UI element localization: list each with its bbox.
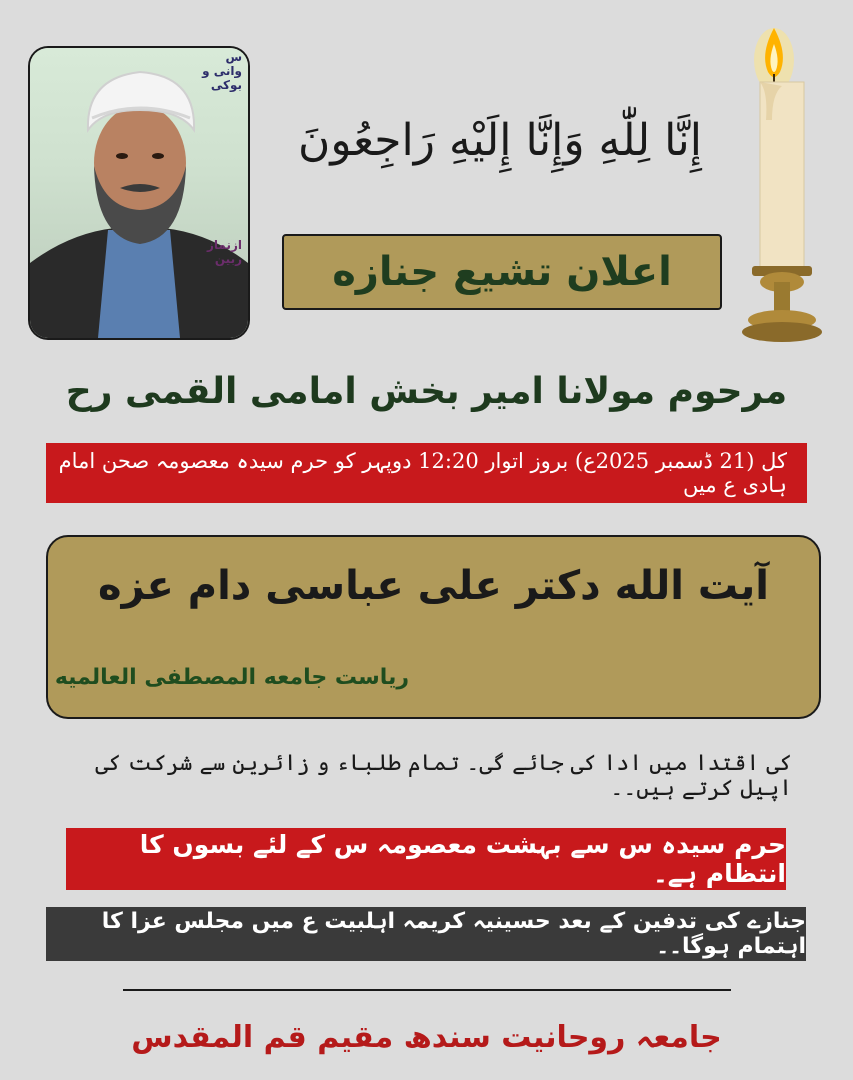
candle-icon (738, 20, 828, 350)
photo-caption-top: س وانی و بوکی (202, 50, 242, 92)
divider-line (123, 989, 731, 991)
bus-notice-text: حرم سیدہ س سے بہشت معصومہ س کے لئے بسوں کا انتظام ہے۔ (139, 830, 786, 888)
schedule-banner (46, 443, 807, 503)
schedule-text: کل (21 ڈسمبر 2025ع) بروز اتوار 12:20 دوپہر کو حرم سیدہ معصومہ صحن امام ہادی ع میں (58, 449, 787, 497)
majlis-notice-text: جنازے کی تدفین کے بعد حسینیہ کریمہ اہلبیت ع میں مجلس عزا کا اہتمام ہوگا۔۔ (101, 909, 806, 959)
imam-name: آیت الله دکتر علی عباسی دام عزه (98, 563, 769, 609)
bus-notice-banner (66, 828, 786, 890)
deceased-photo (30, 48, 248, 338)
imam-title: ریاست جامعه المصطفی العالمیه (54, 665, 409, 690)
organizer-name: جامعہ روحانیت سندھ مقیم قم المقدس (131, 1019, 722, 1055)
majlis-notice-banner (46, 907, 806, 961)
deceased-name: مرحوم مولانا امیر بخش امامی القمی رح (65, 370, 788, 412)
appeal-text: کی اقتدا میں ادا کی جائے گی۔ تمام طلباء و زائرین سے شرکت کی اپیل کرتے ہیں۔۔ (95, 751, 792, 801)
quranic-verse-calligraphy: إِنَّا لِلّٰهِ وَإِنَّا إِلَيْهِ رَاجِعُونَ (298, 115, 702, 166)
imam-card (46, 535, 821, 719)
photo-caption-side: ازنماز ربین (207, 238, 242, 266)
announcement-title: اعلان تشیع جنازه (282, 234, 722, 310)
